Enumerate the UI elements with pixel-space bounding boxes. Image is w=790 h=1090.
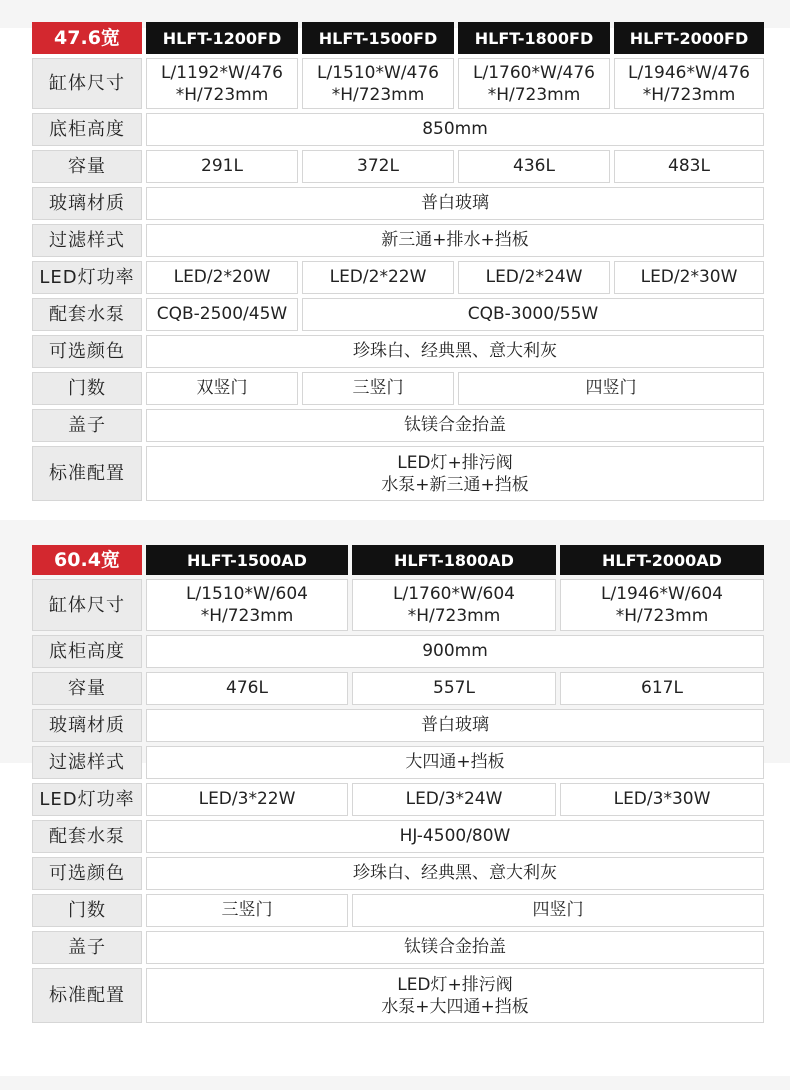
row-label-colors: 可选颜色 [32, 857, 142, 890]
size-line: *H/723mm [487, 84, 581, 105]
row-label-standard: 标准配置 [32, 446, 142, 501]
model-header: HLFT-1800FD [458, 22, 610, 54]
width-badge: 60.4宽 [32, 545, 142, 575]
size-line: L/1760*W/604 [393, 584, 515, 604]
doors-value: 四竖门 [352, 894, 764, 927]
size-line: *H/723mm [331, 84, 425, 105]
standard-value [146, 446, 764, 501]
table-row-colors [32, 335, 764, 368]
doors-value: 四竖门 [458, 372, 764, 405]
row-label-glass: 玻璃材质 [32, 709, 142, 742]
row-label-filter: 过滤样式 [32, 746, 142, 779]
lid-value: 钛镁合金抬盖 [146, 409, 764, 442]
standard-line: LED灯+排污阀 [397, 452, 513, 473]
row-label-capacity: 容量 [32, 150, 142, 183]
standard-line: 水泵+大四通+挡板 [381, 996, 529, 1017]
size-cell [614, 58, 764, 109]
row-label-standard: 标准配置 [32, 968, 142, 1023]
model-header: HLFT-1800AD [352, 545, 556, 575]
filter-value: 大四通+挡板 [146, 746, 764, 779]
table-row-pump [32, 298, 764, 331]
size-line: L/1946*W/476 [628, 62, 750, 83]
led-value: LED/2*20W [146, 261, 298, 294]
size-line: L/1760*W/476 [473, 62, 595, 83]
led-value: LED/2*30W [614, 261, 764, 294]
row-label-cabinet-height: 底柜高度 [32, 635, 142, 668]
row-label-lid: 盖子 [32, 931, 142, 964]
size-line: *H/723mm [175, 84, 269, 105]
size-cell [302, 58, 454, 109]
row-label-doors: 门数 [32, 894, 142, 927]
table-row-standard [32, 968, 764, 1023]
table-row-led [32, 783, 764, 816]
capacity-value: 483L [614, 150, 764, 183]
capacity-value: 436L [458, 150, 610, 183]
row-label-colors: 可选颜色 [32, 335, 142, 368]
capacity-value: 476L [146, 672, 348, 705]
capacity-value: 617L [560, 672, 764, 705]
table-row-lid [32, 409, 764, 442]
led-value: LED/2*24W [458, 261, 610, 294]
cabinet-height-value: 900mm [146, 635, 764, 668]
model-header: HLFT-2000FD [614, 22, 764, 54]
lid-value: 钛镁合金抬盖 [146, 931, 764, 964]
cabinet-height-value: 850mm [146, 113, 764, 146]
size-line: L/1192*W/476 [161, 62, 283, 83]
bottom-band [0, 1076, 790, 1090]
table-row-models [32, 545, 764, 575]
table-row-lid [32, 931, 764, 964]
capacity-value: 372L [302, 150, 454, 183]
doors-value: 双竖门 [146, 372, 298, 405]
row-label-lid: 盖子 [32, 409, 142, 442]
table-row-models [32, 22, 764, 54]
size-cell [560, 579, 764, 631]
row-label-capacity: 容量 [32, 672, 142, 705]
size-line: *H/723mm [407, 606, 501, 626]
size-line: *H/723mm [642, 84, 736, 105]
model-header: HLFT-1500FD [302, 22, 454, 54]
table-row-filter [32, 224, 764, 257]
table-row-filter [32, 746, 764, 779]
row-label-pump: 配套水泵 [32, 820, 142, 853]
pump-value: CQB-2500/45W [146, 298, 298, 331]
doors-value: 三竖门 [302, 372, 454, 405]
row-label-size: 缸体尺寸 [32, 58, 142, 109]
table-row-pump [32, 820, 764, 853]
size-cell [458, 58, 610, 109]
table-row-colors [32, 857, 764, 890]
row-label-filter: 过滤样式 [32, 224, 142, 257]
standard-line: 水泵+新三通+挡板 [381, 474, 529, 495]
led-value: LED/2*22W [302, 261, 454, 294]
led-value: LED/3*30W [560, 783, 764, 816]
size-line: *H/723mm [615, 606, 709, 626]
row-label-size: 缸体尺寸 [32, 579, 142, 631]
led-value: LED/3*22W [146, 783, 348, 816]
led-value: LED/3*24W [352, 783, 556, 816]
table-row-cabinet-height [32, 113, 764, 146]
capacity-value: 557L [352, 672, 556, 705]
row-label-glass: 玻璃材质 [32, 187, 142, 220]
size-line: *H/723mm [200, 606, 294, 626]
filter-value: 新三通+排水+挡板 [146, 224, 764, 257]
row-label-cabinet-height: 底柜高度 [32, 113, 142, 146]
standard-line: LED灯+排污阀 [397, 974, 513, 995]
table-row-capacity [32, 672, 764, 705]
glass-value: 普白玻璃 [146, 709, 764, 742]
size-cell [146, 58, 298, 109]
capacity-value: 291L [146, 150, 298, 183]
glass-value: 普白玻璃 [146, 187, 764, 220]
size-line: L/1946*W/604 [601, 584, 723, 604]
size-line: L/1510*W/476 [317, 62, 439, 83]
pump-value: HJ-4500/80W [146, 820, 764, 853]
table-row-glass [32, 187, 764, 220]
doors-value: 三竖门 [146, 894, 348, 927]
table-row-led [32, 261, 764, 294]
size-line: L/1510*W/604 [186, 584, 308, 604]
model-header: HLFT-2000AD [560, 545, 764, 575]
colors-value: 珍珠白、经典黑、意大利灰 [146, 857, 764, 890]
size-cell [146, 579, 348, 631]
model-header: HLFT-1200FD [146, 22, 298, 54]
table-row-glass [32, 709, 764, 742]
table-row-standard [32, 446, 764, 501]
model-header: HLFT-1500AD [146, 545, 348, 575]
standard-value [146, 968, 764, 1023]
row-label-led: LED灯功率 [32, 783, 142, 816]
size-cell [352, 579, 556, 631]
colors-value: 珍珠白、经典黑、意大利灰 [146, 335, 764, 368]
pump-value: CQB-3000/55W [302, 298, 764, 331]
table-row-capacity [32, 150, 764, 183]
row-label-pump: 配套水泵 [32, 298, 142, 331]
table-row-doors [32, 372, 764, 405]
table-row-doors [32, 894, 764, 927]
spec-table-47-6 [28, 18, 768, 505]
table-row-cabinet-height [32, 635, 764, 668]
spec-table-60-4 [28, 541, 768, 1027]
row-label-led: LED灯功率 [32, 261, 142, 294]
table-row-size [32, 579, 764, 631]
width-badge: 47.6宽 [32, 22, 142, 54]
table-row-size [32, 58, 764, 109]
row-label-doors: 门数 [32, 372, 142, 405]
